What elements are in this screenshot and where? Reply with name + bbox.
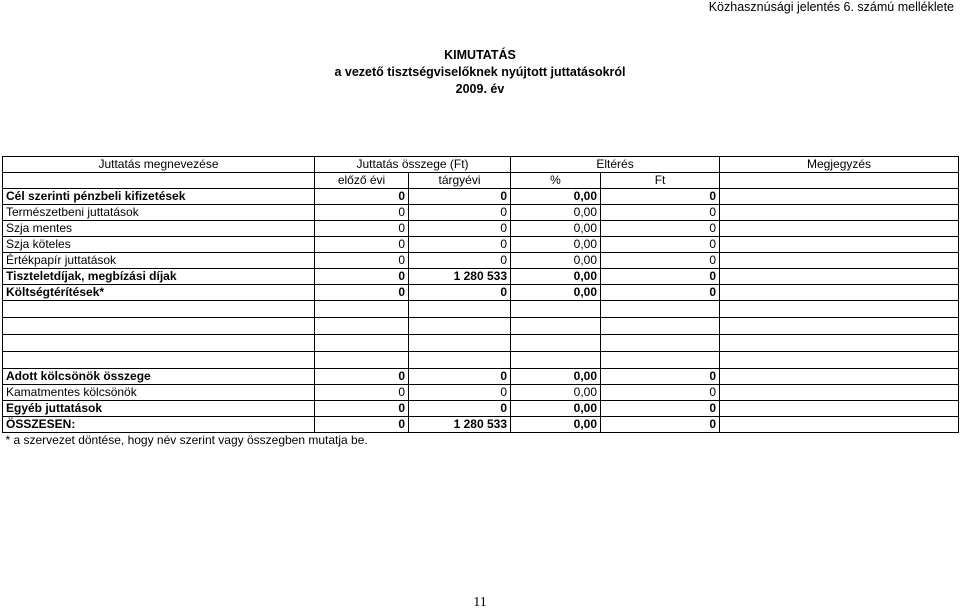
- row-percent: 0,00: [511, 237, 601, 253]
- row-percent: 0,00: [511, 369, 601, 385]
- row-percent: 0,00: [511, 285, 601, 301]
- table-row: [3, 237, 959, 253]
- row-label: Cél szerinti pénzbeli kifizetések: [3, 189, 315, 205]
- row-previous: 0: [315, 253, 409, 269]
- row-ft: 0: [601, 285, 720, 301]
- benefits-table: [2, 156, 959, 448]
- table-row: [3, 285, 959, 301]
- header-current-year: tárgyévi: [409, 173, 511, 189]
- row-previous: 0: [315, 401, 409, 417]
- row-previous: 0: [315, 189, 409, 205]
- row-label: ÖSSZESEN:: [3, 417, 315, 433]
- row-current: 1 280 533: [409, 417, 511, 433]
- row-note: [720, 205, 959, 221]
- row-current: 0: [409, 237, 511, 253]
- row-percent: 0,00: [511, 189, 601, 205]
- row-ft: 0: [601, 385, 720, 401]
- document-subtitle: a vezető tisztségviselőknek nyújtott juttatásokról: [334, 65, 626, 79]
- table-subheader-row: [3, 173, 959, 189]
- row-current: 0: [409, 221, 511, 237]
- row-label: Adott kölcsönök összege: [3, 369, 315, 385]
- row-percent: 0,00: [511, 385, 601, 401]
- row-current: 0: [409, 205, 511, 221]
- row-label: Egyéb juttatások: [3, 401, 315, 417]
- table-row: [3, 253, 959, 269]
- row-percent: 0,00: [511, 221, 601, 237]
- document-title-block: [0, 47, 960, 98]
- row-ft: 0: [601, 205, 720, 221]
- empty-row: [3, 335, 959, 352]
- row-label: Természetbeni juttatások: [3, 205, 315, 221]
- row-note: [720, 417, 959, 433]
- header-percent: %: [511, 173, 601, 189]
- table-header-row: [3, 157, 959, 173]
- row-note: [720, 385, 959, 401]
- document-title: KIMUTATÁS: [444, 48, 516, 62]
- row-label: Költségtérítések*: [3, 285, 315, 301]
- header-difference: Eltérés: [511, 157, 720, 173]
- row-label: Kamatmentes kölcsönök: [3, 385, 315, 401]
- row-percent: 0,00: [511, 253, 601, 269]
- row-previous: 0: [315, 417, 409, 433]
- row-current: 0: [409, 385, 511, 401]
- table-row: [3, 221, 959, 237]
- table-row: [3, 189, 959, 205]
- row-previous: 0: [315, 385, 409, 401]
- row-current: 0: [409, 189, 511, 205]
- row-percent: 0,00: [511, 401, 601, 417]
- row-ft: 0: [601, 237, 720, 253]
- row-previous: 0: [315, 205, 409, 221]
- row-previous: 0: [315, 369, 409, 385]
- row-previous: 0: [315, 285, 409, 301]
- row-label: Tiszteletdíjak, megbízási díjak: [3, 269, 315, 285]
- row-percent: 0,00: [511, 417, 601, 433]
- row-ft: 0: [601, 401, 720, 417]
- annex-label: Közhasznúsági jelentés 6. számú melléklete: [708, 0, 954, 14]
- header-ft: Ft: [601, 173, 720, 189]
- empty-row: [3, 301, 959, 318]
- row-note: [720, 189, 959, 205]
- row-percent: 0,00: [511, 269, 601, 285]
- row-ft: 0: [601, 417, 720, 433]
- table-total-row: [3, 417, 959, 433]
- row-current: 0: [409, 401, 511, 417]
- document-year: 2009. év: [455, 82, 505, 96]
- row-current: 0: [409, 285, 511, 301]
- row-ft: 0: [601, 221, 720, 237]
- row-label: Szja mentes: [3, 221, 315, 237]
- empty-row: [3, 352, 959, 369]
- header-note: Megjegyzés: [720, 157, 959, 173]
- table-row: [3, 369, 959, 385]
- row-note: [720, 221, 959, 237]
- page-number: 11: [473, 595, 487, 610]
- table-row: [3, 401, 959, 417]
- header-previous-year: előző évi: [315, 173, 409, 189]
- footnote-row: [3, 433, 959, 449]
- row-current: 1 280 533: [409, 269, 511, 285]
- row-previous: 0: [315, 237, 409, 253]
- row-percent: 0,00: [511, 205, 601, 221]
- row-label: Szja köteles: [3, 237, 315, 253]
- table-row: [3, 385, 959, 401]
- row-previous: 0: [315, 269, 409, 285]
- row-previous: 0: [315, 221, 409, 237]
- row-current: 0: [409, 369, 511, 385]
- header-name: Juttatás megnevezése: [3, 157, 315, 173]
- header-amount: Juttatás összege (Ft): [315, 157, 511, 173]
- row-note: [720, 253, 959, 269]
- row-ft: 0: [601, 269, 720, 285]
- row-ft: 0: [601, 253, 720, 269]
- row-label: Értékpapír juttatások: [3, 253, 315, 269]
- empty-row: [3, 318, 959, 335]
- row-note: [720, 237, 959, 253]
- table-row: [3, 205, 959, 221]
- row-note: [720, 401, 959, 417]
- table-row: [3, 269, 959, 285]
- row-note: [720, 369, 959, 385]
- row-current: 0: [409, 253, 511, 269]
- row-ft: 0: [601, 189, 720, 205]
- row-ft: 0: [601, 369, 720, 385]
- row-note: [720, 269, 959, 285]
- row-note: [720, 285, 959, 301]
- footnote: * a szervezet döntése, hogy név szerint vagy összegben mutatja be.: [5, 433, 368, 447]
